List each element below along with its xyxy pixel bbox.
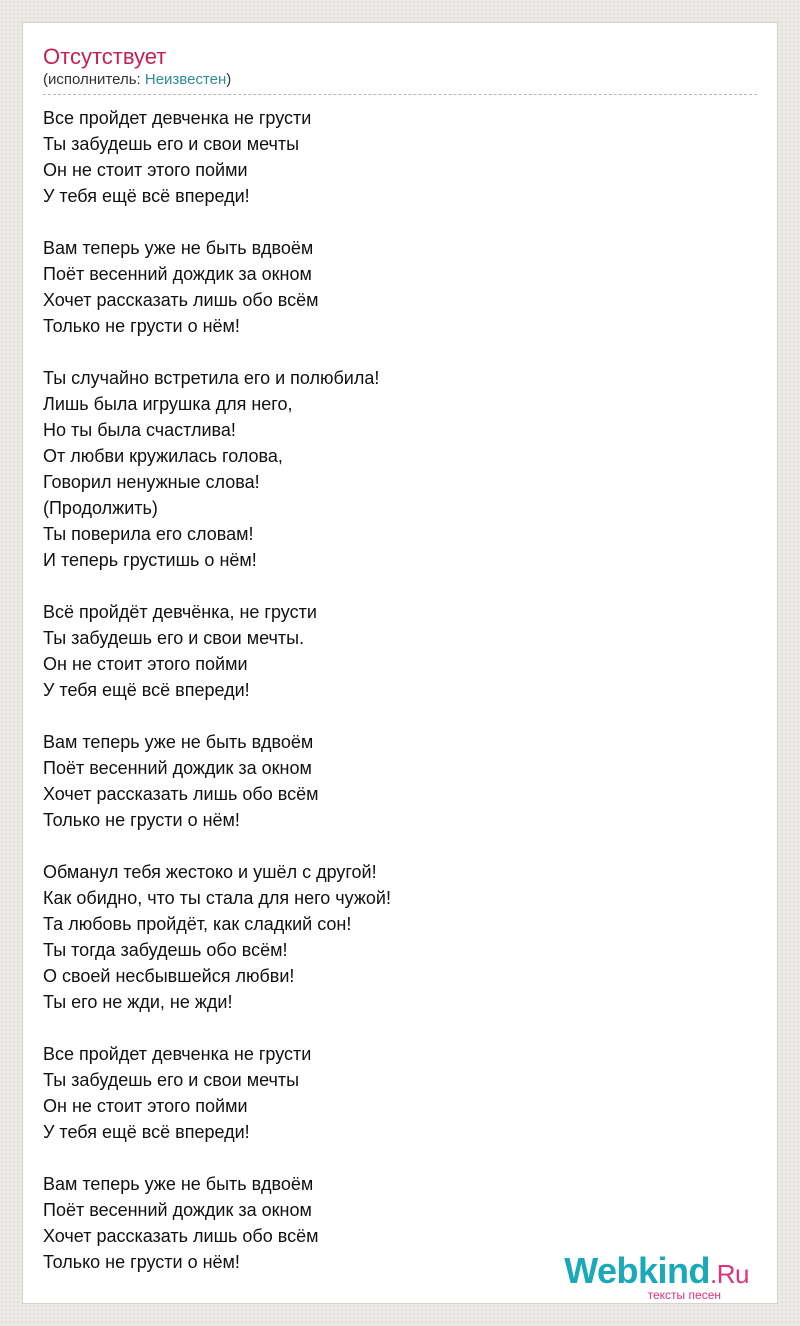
lyrics-card xyxy=(22,22,778,1304)
lyrics-line: Ты тогда забудешь обо всём! xyxy=(43,940,288,960)
lyrics-line: У тебя ещё всё впереди! xyxy=(43,1122,250,1142)
webkind-logo[interactable] xyxy=(564,1252,749,1301)
song-title: Отсутствует xyxy=(43,44,167,69)
header-divider xyxy=(43,94,757,95)
lyrics-stanza xyxy=(43,105,757,209)
lyrics-line: Как обидно, что ты стала для него чужой! xyxy=(43,888,391,908)
lyrics-line: Все пройдет девченка не грусти xyxy=(43,108,312,128)
lyrics-line: Говорил ненужные слова! xyxy=(43,472,260,492)
artist-link[interactable]: Неизвестен xyxy=(144,71,227,88)
lyrics-line: Всё пройдёт девчёнка, не грусти xyxy=(43,602,317,622)
lyrics-stanza xyxy=(43,235,757,339)
lyrics-line: Обманул тебя жестоко и ушёл с другой! xyxy=(43,862,377,882)
lyrics-line: Хочет рассказать лишь обо всём xyxy=(43,784,319,804)
lyrics-stanza xyxy=(43,599,757,703)
lyrics-line: Вам теперь уже не быть вдвоём xyxy=(43,238,314,258)
lyrics-line: Та любовь пройдёт, как сладкий сон! xyxy=(43,914,352,934)
artist-suffix: ) xyxy=(226,71,232,88)
lyrics-line: Он не стоит этого пойми xyxy=(43,654,248,674)
artist-prefix: (исполнитель: xyxy=(43,71,145,88)
lyrics-line: Хочет рассказать лишь обо всём xyxy=(43,290,319,310)
lyrics-line: Он не стоит этого пойми xyxy=(43,160,248,180)
lyrics-stanza xyxy=(43,365,757,573)
lyrics-stanza xyxy=(43,1041,757,1145)
lyrics-line: Поёт весенний дождик за окном xyxy=(43,1200,312,1220)
lyrics-line: У тебя ещё всё впереди! xyxy=(43,186,250,206)
lyrics-stanza xyxy=(43,859,757,1015)
lyrics-line: Но ты была счастлива! xyxy=(43,420,236,440)
lyrics-line: Поёт весенний дождик за окном xyxy=(43,758,312,778)
lyrics-line: Ты случайно встретила его и полюбила! xyxy=(43,368,380,388)
lyrics-text xyxy=(43,105,757,1301)
lyrics-line: Только не грусти о нём! xyxy=(43,1252,240,1272)
lyrics-line: Поёт весенний дождик за окном xyxy=(43,264,312,284)
lyrics-line: О своей несбывшейся любви! xyxy=(43,966,295,986)
artist-line xyxy=(43,71,757,89)
lyrics-line: Вам теперь уже не быть вдвоём xyxy=(43,732,314,752)
lyrics-line: Ты поверила его словам! xyxy=(43,524,254,544)
lyrics-line: У тебя ещё всё впереди! xyxy=(43,680,250,700)
lyrics-line: Ты забудешь его и свои мечты xyxy=(43,134,300,154)
lyrics-line: Лишь была игрушка для него, xyxy=(43,394,293,414)
lyrics-line: Ты забудешь его и свои мечты. xyxy=(43,628,305,648)
lyrics-line: (Продолжить) xyxy=(43,498,158,518)
logo-main-text: Webkind xyxy=(564,1250,711,1291)
logo-wordmark xyxy=(564,1250,749,1291)
logo-tld-text: .Ru xyxy=(710,1259,749,1289)
lyrics-line: Ты его не жди, не жди! xyxy=(43,992,233,1012)
lyrics-line: Только не грусти о нём! xyxy=(43,810,240,830)
lyrics-line: От любви кружилась голова, xyxy=(43,446,283,466)
lyrics-line: Только не грусти о нём! xyxy=(43,316,240,336)
lyrics-line: Он не стоит этого пойми xyxy=(43,1096,248,1116)
logo-tagline: тексты песен xyxy=(647,1288,721,1302)
lyrics-line: Все пройдет девченка не грусти xyxy=(43,1044,312,1064)
song-header xyxy=(43,44,757,89)
lyrics-stanza xyxy=(43,729,757,833)
lyrics-line: Вам теперь уже не быть вдвоём xyxy=(43,1174,314,1194)
lyrics-line: И теперь грустишь о нём! xyxy=(43,550,257,570)
lyrics-line: Ты забудешь его и свои мечты xyxy=(43,1070,300,1090)
lyrics-line: Хочет рассказать лишь обо всём xyxy=(43,1226,319,1246)
